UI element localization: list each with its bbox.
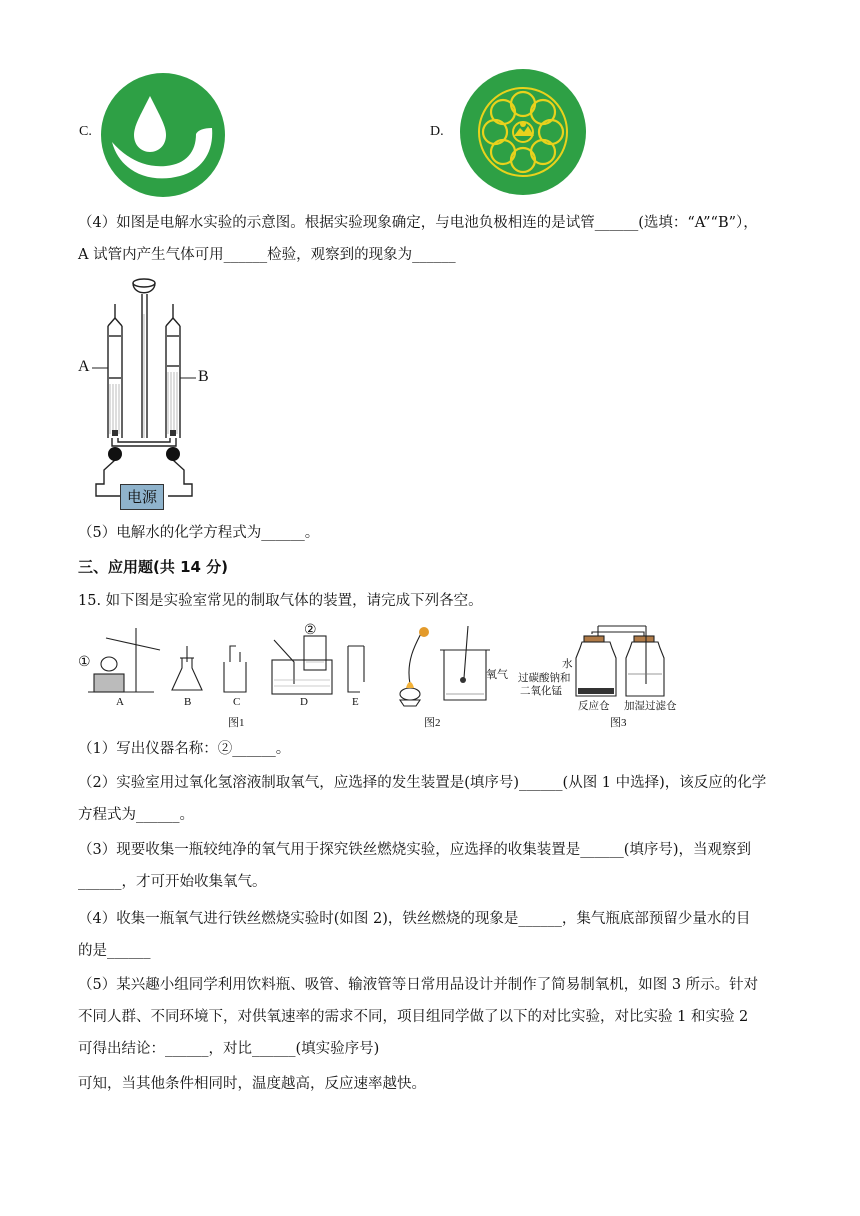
q15-sub-3-line-2: ______，才可开始收集氧气。 <box>78 874 267 890</box>
q15-sub-2-line-1: （2）实验室用过氧化氢溶液制取氧气，应选择的发生装置是(填序号)______(从图 1 中选择)，该反应的化学 <box>78 775 767 791</box>
option-d-logo <box>458 68 588 196</box>
fig3-reaction-chamber: 反应仓 <box>578 700 610 712</box>
option-c-label: C. <box>79 124 92 139</box>
figure-3 <box>518 622 686 732</box>
q4-line-1: （4）如图是电解水实验的示意图。根据实验现象确定，与电池负极相连的是试管______(选填：“A”“B”）， <box>78 215 758 231</box>
fig1-marker-1: ① <box>78 655 91 670</box>
q15-sub-1: （1）写出仪器名称：②______。 <box>78 741 291 757</box>
tube-a-label: A <box>78 358 90 375</box>
option-d-label: D. <box>430 124 444 139</box>
fig1-marker-2: ② <box>304 623 317 638</box>
fig1-label-b: B <box>184 696 192 708</box>
q15-sub-4-line-1: （4）收集一瓶氧气进行铁丝燃烧实验时(如图 2)，铁丝燃烧的现象是______，集气瓶底部预留少量水的目 <box>78 911 751 927</box>
q15-sub-5-line-4: 可知，当其他条件相同时，温度越高，反应速率越快。 <box>78 1076 426 1092</box>
figure-1 <box>78 622 374 732</box>
fig3-reagent-line-2: 二氧化锰 <box>520 685 562 697</box>
q15-sub-3-line-1: （3）现要收集一瓶较纯净的氧气用于探究铁丝燃烧实验，应选择的收集装置是______(填序号)，当观察到 <box>78 842 752 858</box>
fig3-reagent-line-1: 过碳酸钠和 <box>518 672 571 684</box>
fig3-caption: 图3 <box>610 717 627 729</box>
q15-sub-2-line-2: 方程式为______。 <box>78 807 194 823</box>
q15-sub-5-line-3: 可得出结论：______，对比______(填实验序号) <box>78 1041 380 1057</box>
fig3-water-label: 水 <box>562 658 573 670</box>
fig1-label-a: A <box>116 696 124 708</box>
option-c-logo <box>100 72 226 198</box>
fig2-oxygen-label: 氧气 <box>486 668 508 681</box>
q15-sub-4-line-2: 的是______ <box>78 943 151 959</box>
tube-b-label: B <box>198 368 209 385</box>
section-title: 三、应用题(共 14 分) <box>78 558 229 576</box>
q15-stem: 15. 如下图是实验室常见的制取气体的装置，请完成下列各空。 <box>78 593 483 609</box>
power-source-box: 电源 <box>120 484 164 510</box>
fig1-label-d: D <box>300 696 308 708</box>
fig1-caption: 图1 <box>228 717 245 729</box>
fig3-filter-chamber: 加湿过滤仓 <box>624 700 677 712</box>
fig1-label-c: C <box>233 696 241 708</box>
q15-sub-5-line-2: 不同人群、不同环境下，对供氧速率的需求不同，项目组同学做了以下的对比实验，对比实验 1 和实验 2 <box>78 1009 749 1025</box>
q15-sub-5-line-1: （5）某兴趣小组同学利用饮料瓶、吸管、输液管等日常用品设计并制作了简易制氧机，如图 3 所示。针对 <box>78 977 759 993</box>
electrolysis-figure <box>78 274 228 512</box>
fig1-label-e: E <box>352 696 359 708</box>
fig2-caption: 图2 <box>424 717 441 729</box>
figure-2 <box>394 622 520 732</box>
q5-line: （5）电解水的化学方程式为______。 <box>78 525 320 541</box>
q4-line-2: A 试管内产生气体可用______检验，观察到的现象为______ <box>78 247 456 263</box>
